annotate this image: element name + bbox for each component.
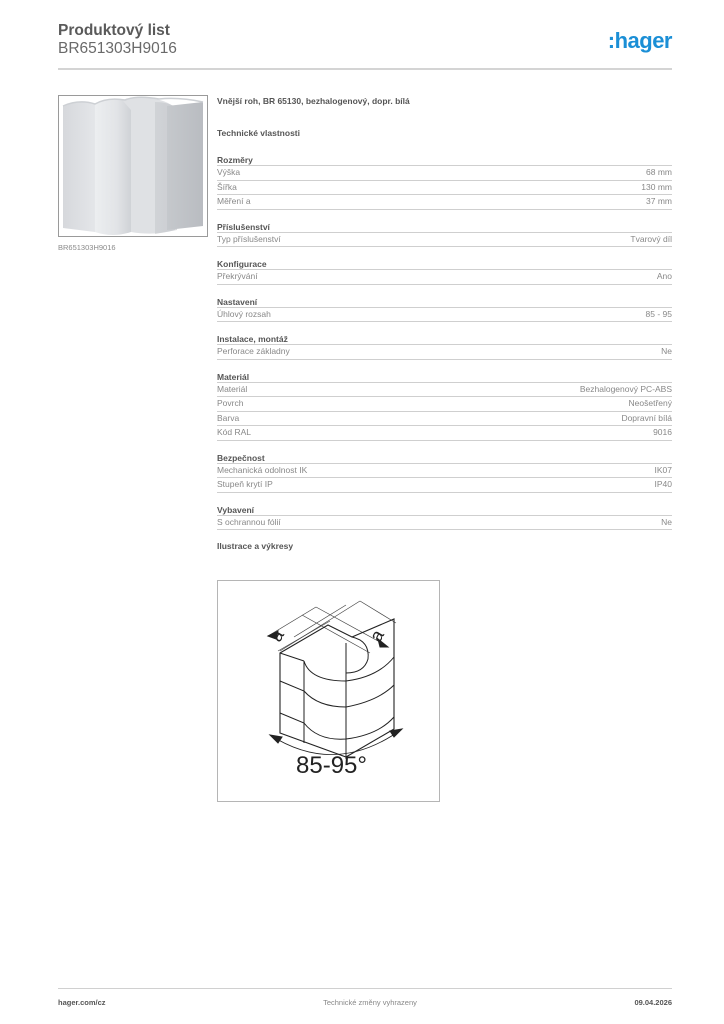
page-footer: [58, 998, 672, 1010]
spec-label: Barva: [217, 412, 240, 423]
spec-label: Šířka: [217, 181, 237, 192]
spec-row: [217, 478, 672, 493]
footer-notice: Technické změny vyhrazeny: [323, 998, 417, 1007]
group-title: Instalace, montáž: [217, 333, 672, 345]
spec-value: 85 - 95: [645, 308, 672, 319]
spec-group-accessories: [217, 221, 672, 248]
spec-label: Typ příslušenství: [217, 233, 281, 244]
spec-group-settings: [217, 296, 672, 323]
spec-row: [217, 195, 672, 210]
spec-row: [217, 516, 672, 531]
svg-text:85-95°: 85-95°: [296, 752, 367, 779]
spec-row: [217, 426, 672, 441]
spec-row: [217, 345, 672, 360]
spec-row: [217, 397, 672, 412]
group-title: Příslušenství: [217, 221, 672, 233]
group-title: Materiál: [217, 371, 672, 383]
outer-corner-drawing-icon: [218, 581, 439, 801]
svg-text:a: a: [265, 626, 288, 645]
group-title: Bezpečnost: [217, 452, 672, 464]
spec-row: [217, 308, 672, 323]
spec-row: [217, 270, 672, 285]
footer-divider: [58, 988, 672, 989]
spec-row: [217, 412, 672, 427]
product-image: [58, 95, 208, 237]
spec-value: 37 mm: [646, 196, 672, 206]
footer-date: 09.04.2026: [634, 998, 672, 1007]
spec-value: Bezhalogenový PC-ABS: [579, 383, 672, 394]
spec-label: Měření a: [217, 196, 251, 206]
spec-label: Materiál: [217, 383, 248, 394]
spec-value: Dopravní bílá: [621, 412, 672, 423]
spec-value: 130 mm: [641, 181, 672, 192]
product-code: BR651303H9016: [58, 40, 177, 57]
spec-group-material: [217, 371, 672, 441]
spec-label: Překrývání: [217, 271, 258, 281]
spec-label: Perforace základny: [217, 346, 290, 356]
hager-logo: :hager: [607, 28, 672, 53]
spec-value: Ne: [661, 516, 672, 527]
page-title: Produktový list: [58, 22, 170, 39]
group-title: Nastavení: [217, 296, 672, 308]
group-title: Konfigurace: [217, 258, 672, 270]
spec-row: [217, 383, 672, 398]
spec-row: [217, 181, 672, 196]
spec-label: Stupeň krytí IP: [217, 479, 273, 489]
website-link[interactable]: hager.com/cz: [58, 998, 106, 1007]
spec-value: Tvarový díl: [630, 233, 672, 244]
spec-row: [217, 166, 672, 181]
product-description: Vnější roh, BR 65130, bezhalogenový, dopr. bílá: [217, 96, 410, 106]
spec-group-equipment: [217, 504, 672, 531]
product-image-caption: BR651303H9016: [58, 243, 116, 252]
spec-value: Neošetřený: [628, 398, 672, 408]
spec-value: IP40: [654, 479, 672, 489]
spec-value: Ne: [661, 346, 672, 356]
spec-value: 9016: [653, 427, 672, 437]
technical-properties-title: Technické vlastnosti: [217, 128, 300, 138]
group-title: Vybavení: [217, 504, 672, 516]
spec-label: Mechanická odolnost IK: [217, 464, 308, 475]
spec-value: IK07: [654, 464, 672, 475]
spec-group-dimensions: [217, 154, 672, 210]
page-header: [58, 22, 672, 70]
spec-group-installation: [217, 333, 672, 360]
technical-drawing: [217, 580, 440, 802]
spec-row: [217, 233, 672, 248]
spec-label: S ochrannou fólií: [217, 516, 281, 527]
group-title: Rozměry: [217, 154, 672, 166]
outer-corner-product-icon: [59, 96, 208, 237]
spec-group-configuration: [217, 258, 672, 285]
spec-value: 68 mm: [646, 167, 672, 177]
spec-label: Úhlový rozsah: [217, 308, 271, 319]
spec-group-safety: [217, 452, 672, 493]
svg-text:a: a: [365, 626, 388, 645]
spec-label: Výška: [217, 167, 241, 177]
spec-row: [217, 464, 672, 479]
spec-label: Kód RAL: [217, 427, 252, 437]
spec-label: Povrch: [217, 398, 244, 408]
spec-value: Ano: [656, 271, 672, 281]
header-divider: [58, 68, 672, 70]
specifications: [217, 96, 672, 557]
illustrations-title: Ilustrace a výkresy: [217, 541, 294, 551]
